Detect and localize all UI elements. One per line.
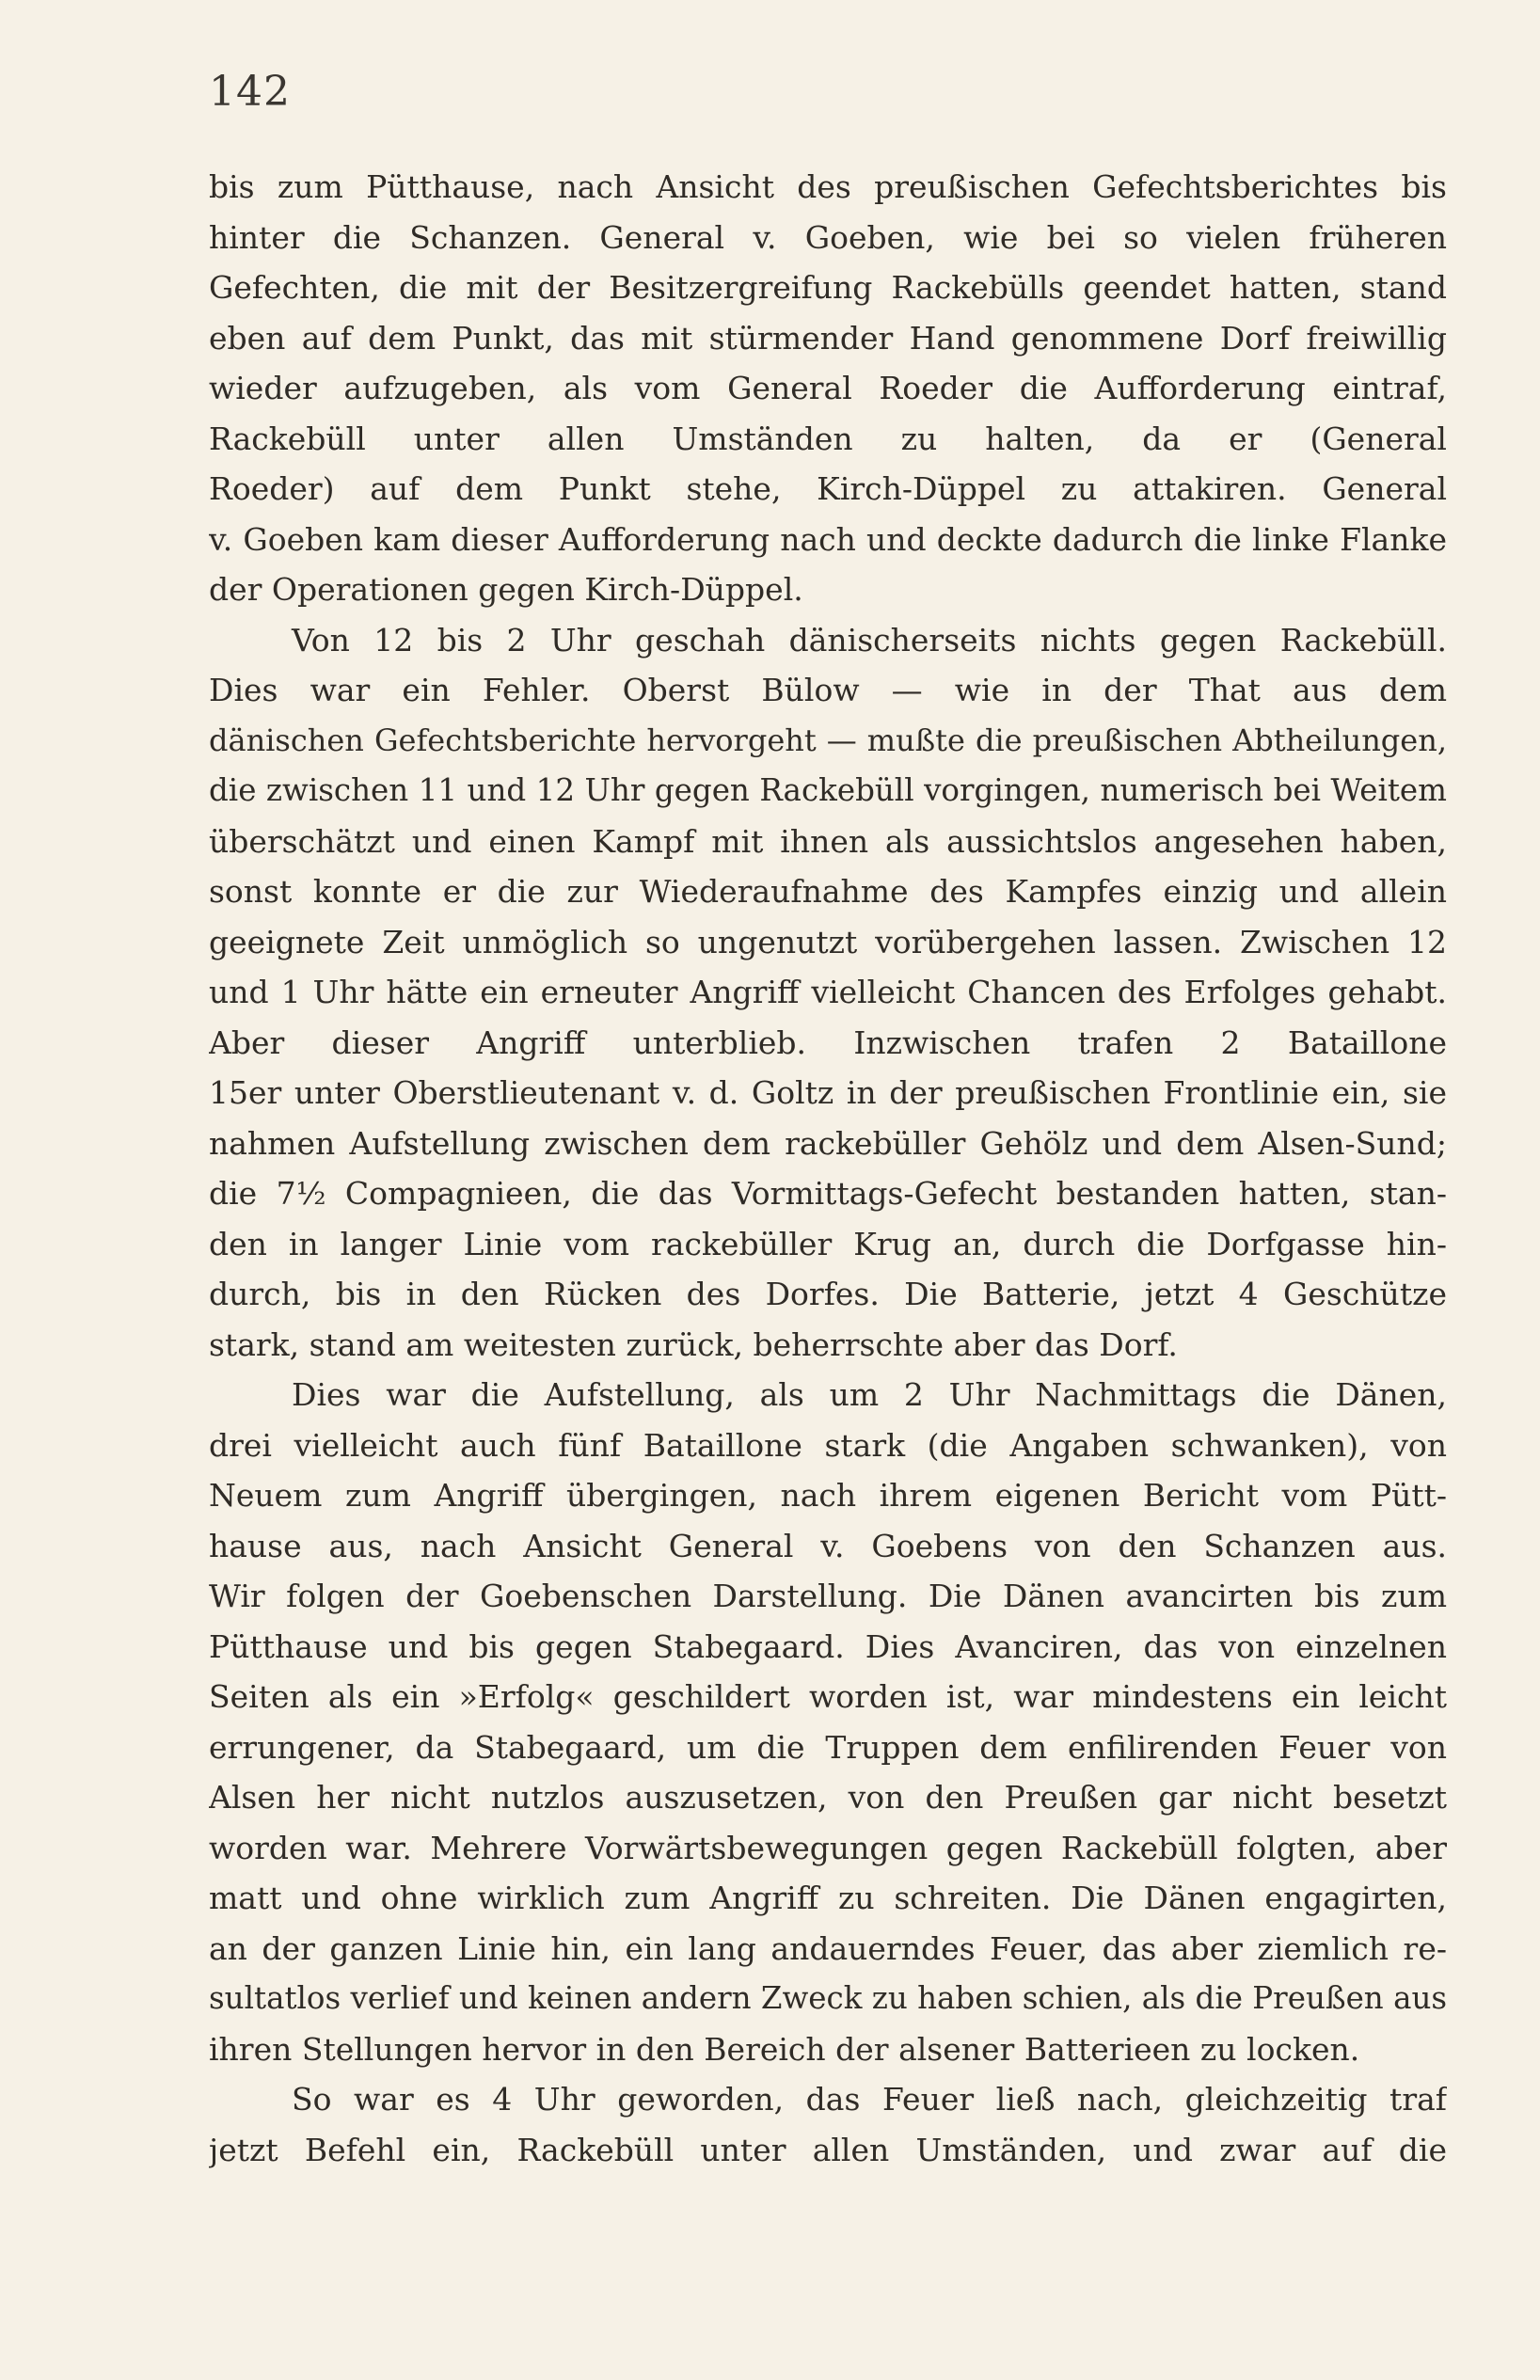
text-line: wieder aufzugeben, als vom General Roeder die Aufforderung eintraf, xyxy=(209,370,1447,406)
text-line: den in langer Linie vom rackebüller Krug an, durch die Dorfgasse hin- xyxy=(209,1225,1447,1262)
text-line: drei vielleicht auch fünf Bataillone stark (die Angaben schwanken), von xyxy=(209,1426,1447,1464)
text-line: die 7½ Compagnieen, die das Vormittags-Gefecht bestanden hatten, stan- xyxy=(209,1175,1447,1212)
text-line: Dies war die Aufstellung, als um 2 Uhr Nachmittags die Dänen, xyxy=(292,1376,1447,1413)
text-line: 15er unter Oberstlieutenant v. d. Goltz in der preußischen Frontlinie ein, sie xyxy=(209,1074,1447,1111)
text-line: eben auf dem Punkt, das mit stürmender Hand genommene Dorf freiwillig xyxy=(209,319,1447,357)
text-line: So war es 4 Uhr geworden, das Feuer ließ nach, gleichzeitig traf xyxy=(292,2081,1447,2118)
text-line: Gefechten, die mit der Besitzergreifung Rackebülls geendet hatten, stand xyxy=(209,269,1447,306)
text-line: Von 12 bis 2 Uhr geschah dänischerseits nichts gegen Rackebüll. xyxy=(292,621,1447,658)
text-line: Aber dieser Angriff unterblieb. Inzwischen trafen 2 Bataillone xyxy=(209,1023,1447,1061)
body-text xyxy=(209,162,1447,2175)
text-line: stark, stand am weitesten zurück, beherrschte aber das Dorf. xyxy=(209,1325,1178,1363)
text-line: worden war. Mehrere Vorwärtsbewegungen gegen Rackebüll folgten, aber xyxy=(209,1829,1447,1866)
text-line: Neuem zum Angriff übergingen, nach ihrem eigenen Bericht vom Pütt- xyxy=(209,1477,1447,1514)
page-number: 142 xyxy=(209,68,291,116)
text-line: nahmen Aufstellung zwischen dem rackebüller Gehölz und dem Alsen-Sund; xyxy=(209,1124,1447,1162)
text-line: Pütthause und bis gegen Stabegaard. Dies Avanciren, das von einzelnen xyxy=(209,1627,1447,1665)
text-line: errungener, da Stabegaard, um die Truppen dem enfilirenden Feuer von xyxy=(209,1728,1447,1766)
text-line: überschätzt und einen Kampf mit ihnen als aussichtslos angesehen haben, xyxy=(209,822,1447,860)
text-line: hinter die Schanzen. General v. Goeben, wie bei so vielen früheren xyxy=(209,218,1447,256)
text-line: sultatlos verlief und keinen andern Zweck zu haben schien, als die Preußen aus xyxy=(209,1980,1447,2016)
text-line: geeignete Zeit unmöglich so ungenutzt vorübergehen lassen. Zwischen 12 xyxy=(209,923,1447,960)
text-line: jetzt Befehl ein, Rackebüll unter allen Umständen, und zwar auf die xyxy=(209,2131,1447,2168)
text-line: sonst konnte er die zur Wiederaufnahme des Kampfes einzig und allein xyxy=(209,873,1447,910)
text-line: der Operationen gegen Kirch-Düppel. xyxy=(209,571,803,608)
text-line: Seiten als ein »Erfolg« geschildert worden ist, war mindestens ein leicht xyxy=(209,1678,1447,1715)
text-line: Wir folgen der Goebenschen Darstellung. Die Dänen avancirten bis zum xyxy=(209,1578,1447,1614)
text-line: an der ganzen Linie hin, ein lang andauerndes Feuer, das aber ziemlich re- xyxy=(209,1929,1447,1967)
text-line: und 1 Uhr hätte ein erneuter Angriff vielleicht Chancen des Erfolges gehabt. xyxy=(209,974,1447,1010)
text-line: die zwischen 11 und 12 Uhr gegen Rackebüll vorgingen, numerisch bei Weitem xyxy=(209,772,1447,808)
text-line: Dies war ein Fehler. Oberst Bülow — wie in der That aus dem xyxy=(209,672,1447,708)
text-line: ihren Stellungen hervor in den Bereich der alsener Batterieen zu locken. xyxy=(209,2030,1360,2068)
text-line: v. Goeben kam dieser Aufforderung nach und deckte dadurch die linke Flanke xyxy=(209,520,1447,558)
text-line: durch, bis in den Rücken des Dorfes. Die Batterie, jetzt 4 Geschütze xyxy=(209,1276,1447,1312)
text-line: Rackebüll unter allen Umständen zu halten, da er (General xyxy=(209,420,1447,457)
text-line: hause aus, nach Ansicht General v. Goebens von den Schanzen aus. xyxy=(209,1527,1447,1564)
text-line: bis zum Pütthause, nach Ansicht des preußischen Gefechtsberichtes bis xyxy=(209,168,1447,205)
text-line: matt und ohne wirklich zum Angriff zu schreiten. Die Dänen engagirten, xyxy=(209,1880,1447,1916)
text-line: dänischen Gefechtsberichte hervorgeht — mußte die preußischen Abtheilungen, xyxy=(209,722,1447,758)
text-line: Roeder) auf dem Punkt stehe, Kirch-Düppel zu attakiren. General xyxy=(209,470,1447,507)
text-line: Alsen her nicht nutzlos auszusetzen, von den Preußen gar nicht besetzt xyxy=(209,1779,1447,1816)
